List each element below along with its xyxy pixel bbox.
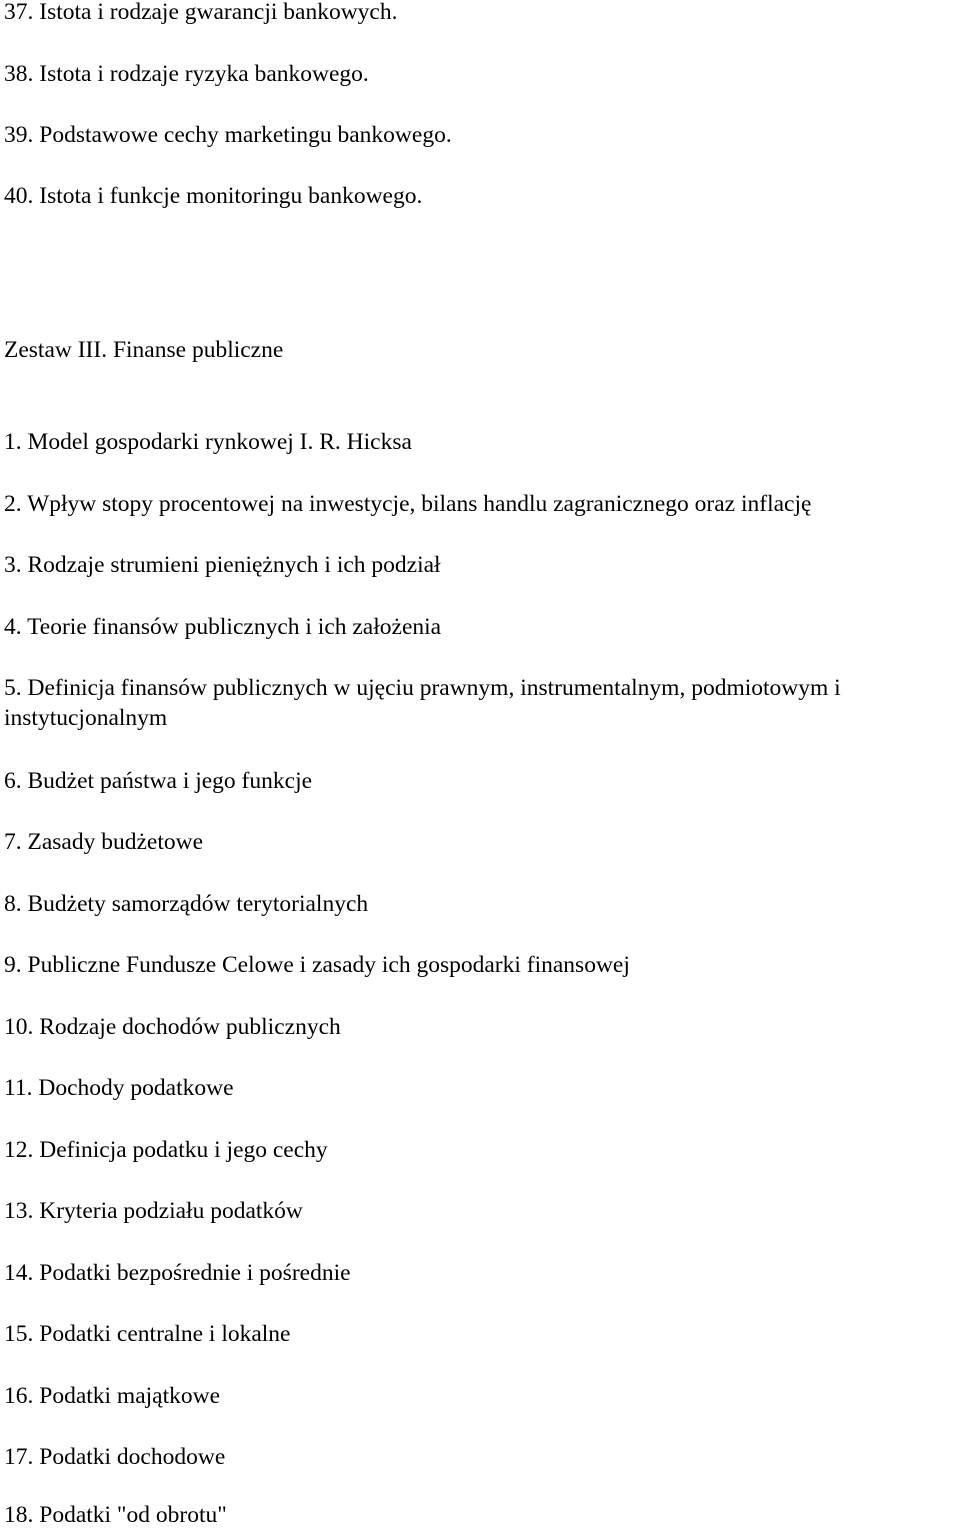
list-item: 11. Dochody podatkowe [4,1075,234,1101]
list-item: 37. Istota i rodzaje gwarancji bankowych. [4,0,398,25]
list-item: 18. Podatki "od obrotu" [4,1502,227,1528]
list-item: 15. Podatki centralne i lokalne [4,1321,291,1347]
list-item: 16. Podatki majątkowe [4,1383,221,1409]
list-item: 4. Teorie finansów publicznych i ich założenia [4,614,442,640]
list-item: 7. Zasady budżetowe [4,829,204,855]
list-item: 2. Wpływ stopy procentowej na inwestycje, bilans handlu zagranicznego oraz inflację [4,491,812,517]
list-item: 3. Rodzaje strumieni pieniężnych i ich podział [4,552,441,578]
list-item: 6. Budżet państwa i jego funkcje [4,768,313,794]
list-item: 38. Istota i rodzaje ryzyka bankowego. [4,61,369,87]
list-item: 39. Podstawowe cechy marketingu bankowego. [4,122,452,148]
list-item: 10. Rodzaje dochodów publicznych [4,1014,341,1040]
list-item: 40. Istota i funkcje monitoringu bankowego. [4,183,423,209]
list-item: 8. Budżety samorządów terytorialnych [4,891,369,917]
list-item: 9. Publiczne Fundusze Celowe i zasady ich gospodarki finansowej [4,952,630,978]
section-title: Zestaw III. Finanse publiczne [4,337,284,363]
list-item: 13. Kryteria podziału podatków [4,1198,303,1224]
list-item: 14. Podatki bezpośrednie i pośrednie [4,1260,351,1286]
list-item: 17. Podatki dochodowe [4,1444,226,1470]
list-item: 12. Definicja podatku i jego cechy [4,1137,328,1163]
list-item: 5. Definicja finansów publicznych w ujęciu prawnym, instrumentalnym, podmiotowym i instytucjonalnym [4,675,841,731]
list-item: 1. Model gospodarki rynkowej I. R. Hicksa [4,429,412,455]
